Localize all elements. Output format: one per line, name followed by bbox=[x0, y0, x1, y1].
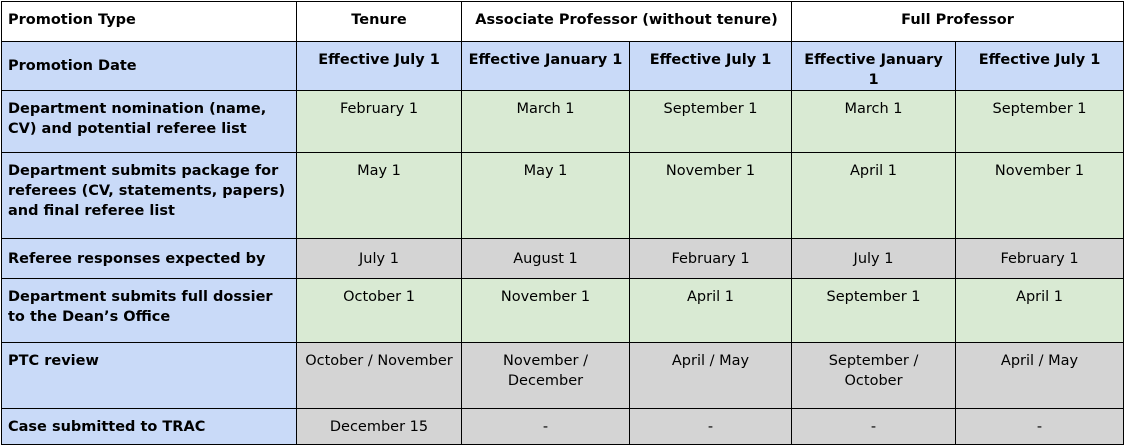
table-row bbox=[2, 91, 1124, 153]
full-january-date: Effective January 1 bbox=[792, 42, 956, 91]
row-label: PTC review bbox=[2, 343, 297, 409]
row-label: Case submitted to TRAC bbox=[2, 409, 297, 445]
table-row bbox=[2, 239, 1124, 279]
associate-july-date: Effective July 1 bbox=[630, 42, 792, 91]
table-cell: April / May bbox=[956, 343, 1124, 409]
table-cell: February 1 bbox=[630, 239, 792, 279]
tenure-header: Tenure bbox=[297, 2, 462, 42]
promotion-timeline-table bbox=[1, 1, 1124, 445]
table-cell: July 1 bbox=[297, 239, 462, 279]
row-label: Department nomination (name, CV) and potential referee list bbox=[2, 91, 297, 153]
table-cell: December 15 bbox=[297, 409, 462, 445]
table-cell: February 1 bbox=[297, 91, 462, 153]
table-cell: September 1 bbox=[792, 279, 956, 343]
tenure-date: Effective July 1 bbox=[297, 42, 462, 91]
table-cell: - bbox=[792, 409, 956, 445]
promotion-type-header: Promotion Type bbox=[2, 2, 297, 42]
table-cell: September 1 bbox=[630, 91, 792, 153]
promotion-date-label: Promotion Date bbox=[2, 42, 297, 91]
table-cell: - bbox=[462, 409, 630, 445]
table-cell: February 1 bbox=[956, 239, 1124, 279]
associate-professor-header: Associate Professor (without tenure) bbox=[462, 2, 792, 42]
table-row bbox=[2, 279, 1124, 343]
table-cell: May 1 bbox=[462, 153, 630, 239]
table-cell: March 1 bbox=[792, 91, 956, 153]
row-label: Referee responses expected by bbox=[2, 239, 297, 279]
associate-january-date: Effective January 1 bbox=[462, 42, 630, 91]
table-cell: April 1 bbox=[956, 279, 1124, 343]
header-row bbox=[2, 2, 1124, 42]
table-cell: August 1 bbox=[462, 239, 630, 279]
promotion-date-row bbox=[2, 42, 1124, 91]
table-cell: April / May bbox=[630, 343, 792, 409]
table-cell: October 1 bbox=[297, 279, 462, 343]
table-cell: - bbox=[956, 409, 1124, 445]
table-cell: November 1 bbox=[462, 279, 630, 343]
full-professor-header: Full Professor bbox=[792, 2, 1124, 42]
table-row bbox=[2, 409, 1124, 445]
table-row bbox=[2, 343, 1124, 409]
row-label: Department submits full dossier to the Dean’s Office bbox=[2, 279, 297, 343]
table-cell: October / November bbox=[297, 343, 462, 409]
row-label: Department submits package for referees (CV, statements, papers) and final referee list bbox=[2, 153, 297, 239]
table-cell: September / October bbox=[792, 343, 956, 409]
table-cell: March 1 bbox=[462, 91, 630, 153]
table-row bbox=[2, 153, 1124, 239]
table-cell: April 1 bbox=[630, 279, 792, 343]
table-cell: May 1 bbox=[297, 153, 462, 239]
table-cell: November 1 bbox=[956, 153, 1124, 239]
table-cell: - bbox=[630, 409, 792, 445]
table-cell: November / December bbox=[462, 343, 630, 409]
table-cell: September 1 bbox=[956, 91, 1124, 153]
table-cell: July 1 bbox=[792, 239, 956, 279]
table-cell: November 1 bbox=[630, 153, 792, 239]
table-cell: April 1 bbox=[792, 153, 956, 239]
full-july-date: Effective July 1 bbox=[956, 42, 1124, 91]
